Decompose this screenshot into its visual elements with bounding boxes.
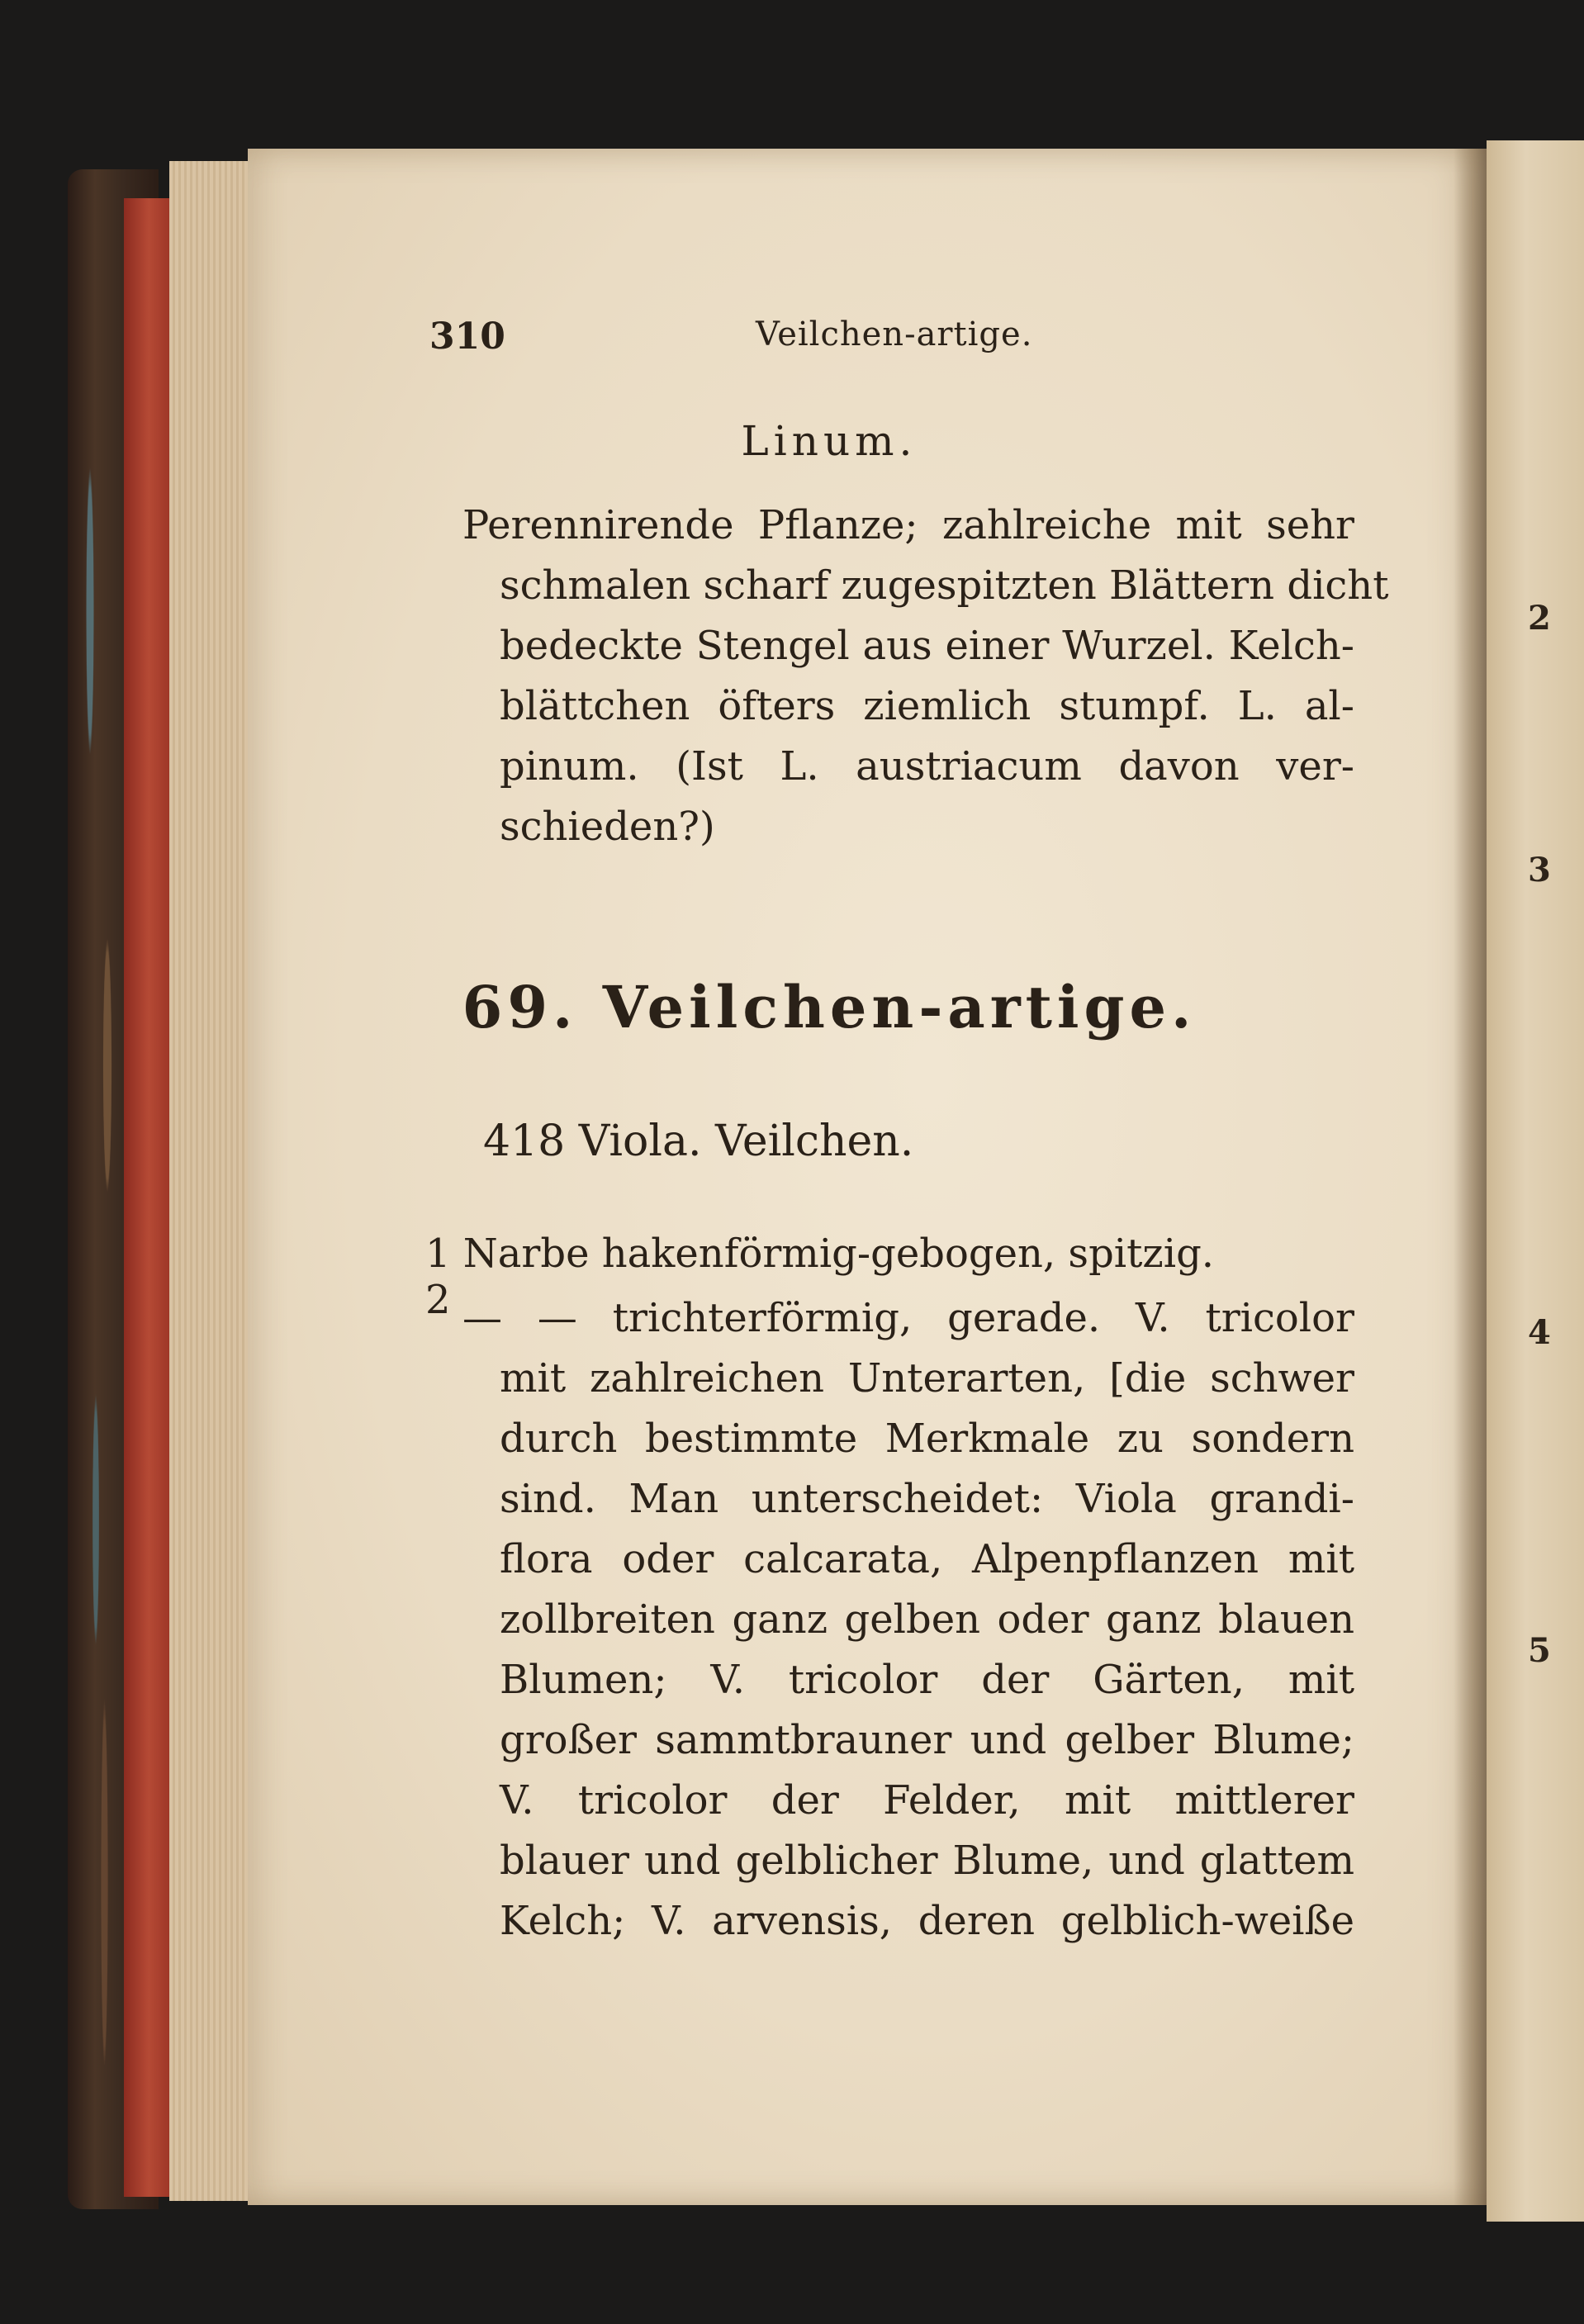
text-line: Kelch; V. arvensis, deren gelblich-weiße xyxy=(500,1898,1354,1944)
key-line: 1 Narbe hakenförmig-gebogen, spitzig. 2 xyxy=(425,1231,1215,1323)
linum-title: Linum. xyxy=(741,417,918,465)
text-line: pinum. (Ist L. austriacum davon ver- xyxy=(500,743,1354,790)
text-line: flora oder calcarata, Alpenpflanzen mit xyxy=(500,1536,1354,1582)
text-line: — — trichterförmig, gerade. V. tricolor xyxy=(462,1295,1354,1341)
facing-page-number: 2 xyxy=(1528,599,1551,638)
text-line: Blumen; V. tricolor der Gärten, mit xyxy=(500,1657,1354,1703)
page-number: 310 xyxy=(429,315,505,358)
facing-page-number: 3 xyxy=(1528,851,1551,889)
text-line: schmalen scharf zugespitzten Blättern dicht xyxy=(500,562,1389,609)
text-line: sind. Man unterscheidet: Viola grandi- xyxy=(500,1476,1354,1522)
facing-page-number: 5 xyxy=(1528,1631,1551,1670)
viola-description xyxy=(462,1288,1354,1952)
running-title: Veilchen-artige. xyxy=(756,315,1033,353)
text-line: großer sammtbrauner und gelber Blume; xyxy=(500,1717,1354,1763)
text-line: blauer und gelblicher Blume, und glattem xyxy=(500,1838,1354,1884)
text-line: Perennirende Pflanze; zahlreiche mit sehr xyxy=(462,502,1354,548)
text-line: blättchen öfters ziemlich stumpf. L. al- xyxy=(500,683,1354,729)
text-line: mit zahlreichen Unterarten, [die schwer xyxy=(500,1355,1354,1402)
facing-page-number: 4 xyxy=(1528,1313,1551,1352)
text-line: V. tricolor der Felder, mit mittlerer xyxy=(500,1777,1354,1824)
section-heading: 69. Veilchen-artige. xyxy=(462,973,1197,1041)
text-line: schieden?) xyxy=(500,804,715,850)
linum-description xyxy=(462,496,1389,857)
text-line: zollbreiten ganz gelben oder ganz blauen xyxy=(500,1596,1354,1643)
text-line: durch bestimmte Merkmale zu sondern xyxy=(500,1416,1354,1462)
text-line: bedeckte Stengel aus einer Wurzel. Kelch- xyxy=(500,623,1354,669)
genus-heading: 418 Viola. Veilchen. xyxy=(483,1117,914,1166)
